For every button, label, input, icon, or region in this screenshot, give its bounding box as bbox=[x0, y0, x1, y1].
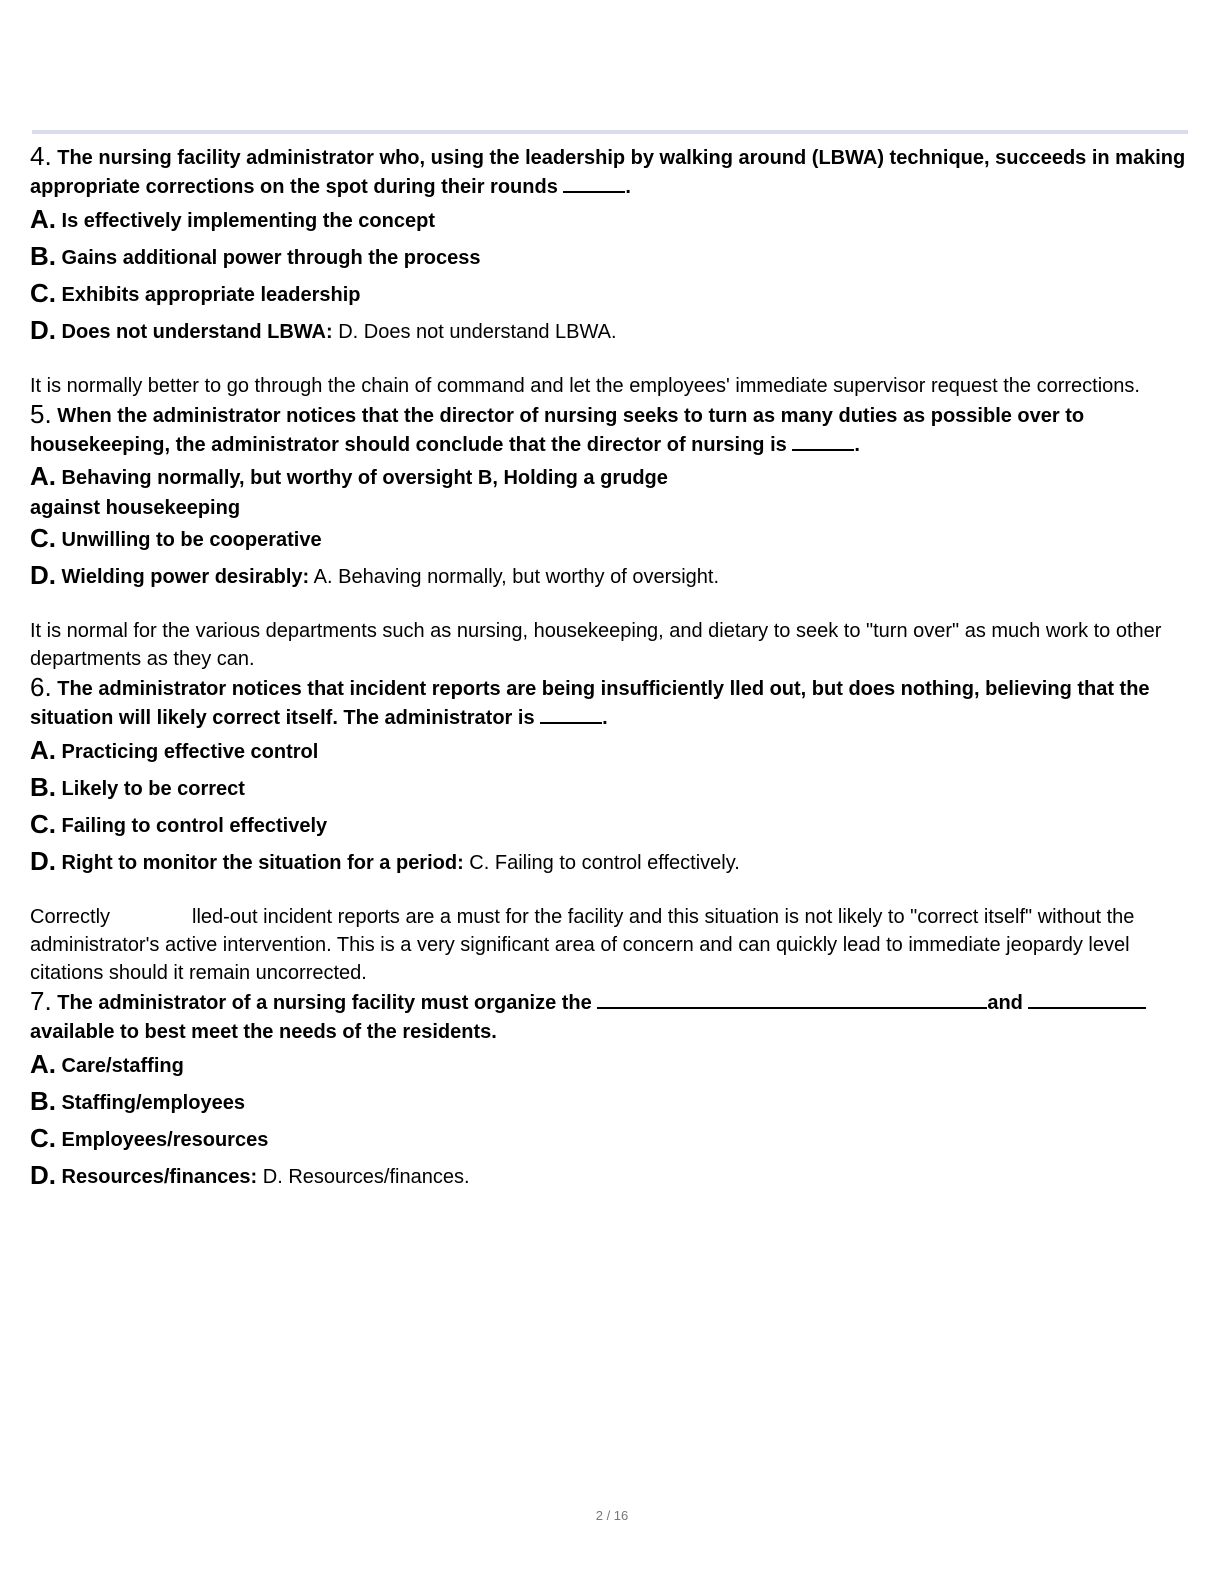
answer-blank bbox=[540, 704, 602, 724]
option-c bbox=[30, 521, 1190, 558]
question-text: When the administrator notices that the director of nursing seeks to turn as many duties as possible over to housekeeping, the administrator should conclude that the director of nursing is bbox=[30, 405, 1085, 456]
option-text: Exhibits appropriate leadership bbox=[56, 284, 361, 306]
option-text: Practicing effective control bbox=[56, 741, 319, 763]
question-5 bbox=[30, 400, 1190, 460]
option-d bbox=[30, 313, 1190, 350]
correct-answer: A. Behaving normally, but worthy of oversight. bbox=[309, 566, 720, 588]
option-text: Gains additional power through the process bbox=[56, 247, 481, 269]
option-letter: C. bbox=[30, 809, 56, 839]
question-number: 7. bbox=[30, 986, 52, 1016]
correct-answer: D. Resources/finances. bbox=[257, 1166, 470, 1188]
option-letter: A. bbox=[30, 204, 56, 234]
option-text: Likely to be correct bbox=[56, 778, 245, 800]
option-text: Does not understand LBWA: bbox=[56, 321, 333, 343]
option-c bbox=[30, 1121, 1190, 1158]
option-text: Staffing/employees bbox=[56, 1092, 245, 1114]
option-text: Behaving normally, but worthy of oversight B, Holding a grudge bbox=[56, 467, 668, 489]
question-text-mid: and bbox=[987, 992, 1029, 1014]
option-text: Wielding power desirably: bbox=[56, 566, 310, 588]
option-letter: D. bbox=[30, 315, 56, 345]
correct-answer: C. Failing to control effectively. bbox=[463, 852, 740, 874]
option-a bbox=[30, 202, 1190, 239]
question-text-end: . bbox=[854, 434, 860, 456]
option-letter: C. bbox=[30, 278, 56, 308]
question-4 bbox=[30, 142, 1190, 202]
option-c bbox=[30, 807, 1190, 844]
answer-blank-1 bbox=[597, 989, 987, 1009]
answer-blank-2 bbox=[1028, 989, 1146, 1009]
option-letter: C. bbox=[30, 1123, 56, 1153]
question-text-end: . bbox=[625, 176, 631, 198]
explanation-rest: lled-out incident reports are a must for the facility and this situation is not likely to "correct itself" without the administrator's active intervention. This is a very significant area of concern and can quickly lead to immediate jeopardy level citations should it remain uncorrected. bbox=[30, 906, 1135, 984]
question-text: The administrator of a nursing facility must organize the bbox=[51, 992, 598, 1014]
option-letter: A. bbox=[30, 461, 56, 491]
option-text: against housekeeping bbox=[30, 497, 241, 519]
explanation-start: Correctly bbox=[30, 906, 111, 928]
option-letter: C. bbox=[30, 523, 56, 553]
option-a bbox=[30, 1047, 1190, 1084]
option-d bbox=[30, 1158, 1190, 1195]
option-letter: A. bbox=[30, 1049, 56, 1079]
option-letter: D. bbox=[30, 560, 56, 590]
option-letter: D. bbox=[30, 846, 56, 876]
option-text: Right to monitor the situation for a period: bbox=[56, 852, 464, 874]
option-letter: D. bbox=[30, 1160, 56, 1190]
question-number: 4. bbox=[30, 141, 52, 171]
header-divider bbox=[32, 130, 1188, 134]
question-text: The administrator notices that incident reports are being insufficiently lled out, but does nothing, believing that the situation will likely correct itself. The administrator is bbox=[30, 678, 1150, 729]
question-6 bbox=[30, 673, 1190, 733]
page-number: 2 / 16 bbox=[595, 1508, 629, 1523]
option-text: Resources/finances: bbox=[56, 1166, 258, 1188]
question-text-end: . bbox=[602, 707, 608, 729]
option-text: Is effectively implementing the concept bbox=[56, 210, 435, 232]
answer-blank bbox=[563, 173, 625, 193]
option-a-continued bbox=[30, 495, 1190, 521]
option-a bbox=[30, 733, 1190, 770]
option-letter: B. bbox=[30, 241, 56, 271]
explanation: It is normally better to go through the chain of command and let the employees' immediate supervisor request the corrections. bbox=[30, 375, 1140, 397]
question-7 bbox=[30, 987, 1190, 1047]
option-text: Employees/resources bbox=[56, 1129, 269, 1151]
question-number: 5. bbox=[30, 399, 52, 429]
option-b bbox=[30, 239, 1190, 276]
option-b bbox=[30, 1084, 1190, 1121]
option-d bbox=[30, 558, 1190, 595]
option-text: Care/staffing bbox=[56, 1055, 184, 1077]
option-d bbox=[30, 844, 1190, 881]
question-text: The nursing facility administrator who, using the leadership by walking around (LBWA) technique, succeeds in making appropriate corrections on the spot during their rounds bbox=[30, 147, 1186, 198]
explanation bbox=[30, 903, 1190, 987]
option-c bbox=[30, 276, 1190, 313]
option-letter: B. bbox=[30, 772, 56, 802]
option-letter: B. bbox=[30, 1086, 56, 1116]
explanation: It is normal for the various departments such as nursing, housekeeping, and dietary to seek to "turn over" as much work to other departments as they can. bbox=[30, 620, 1162, 670]
option-b bbox=[30, 770, 1190, 807]
answer-blank bbox=[792, 431, 854, 451]
option-text: Unwilling to be cooperative bbox=[56, 529, 322, 551]
document-body bbox=[30, 142, 1190, 1195]
option-a bbox=[30, 460, 1190, 495]
correct-answer: D. Does not understand LBWA. bbox=[332, 321, 617, 343]
option-letter: A. bbox=[30, 735, 56, 765]
option-text: Failing to control effectively bbox=[56, 815, 328, 837]
question-text-end: available to best meet the needs of the residents. bbox=[30, 1021, 497, 1043]
question-number: 6. bbox=[30, 672, 52, 702]
